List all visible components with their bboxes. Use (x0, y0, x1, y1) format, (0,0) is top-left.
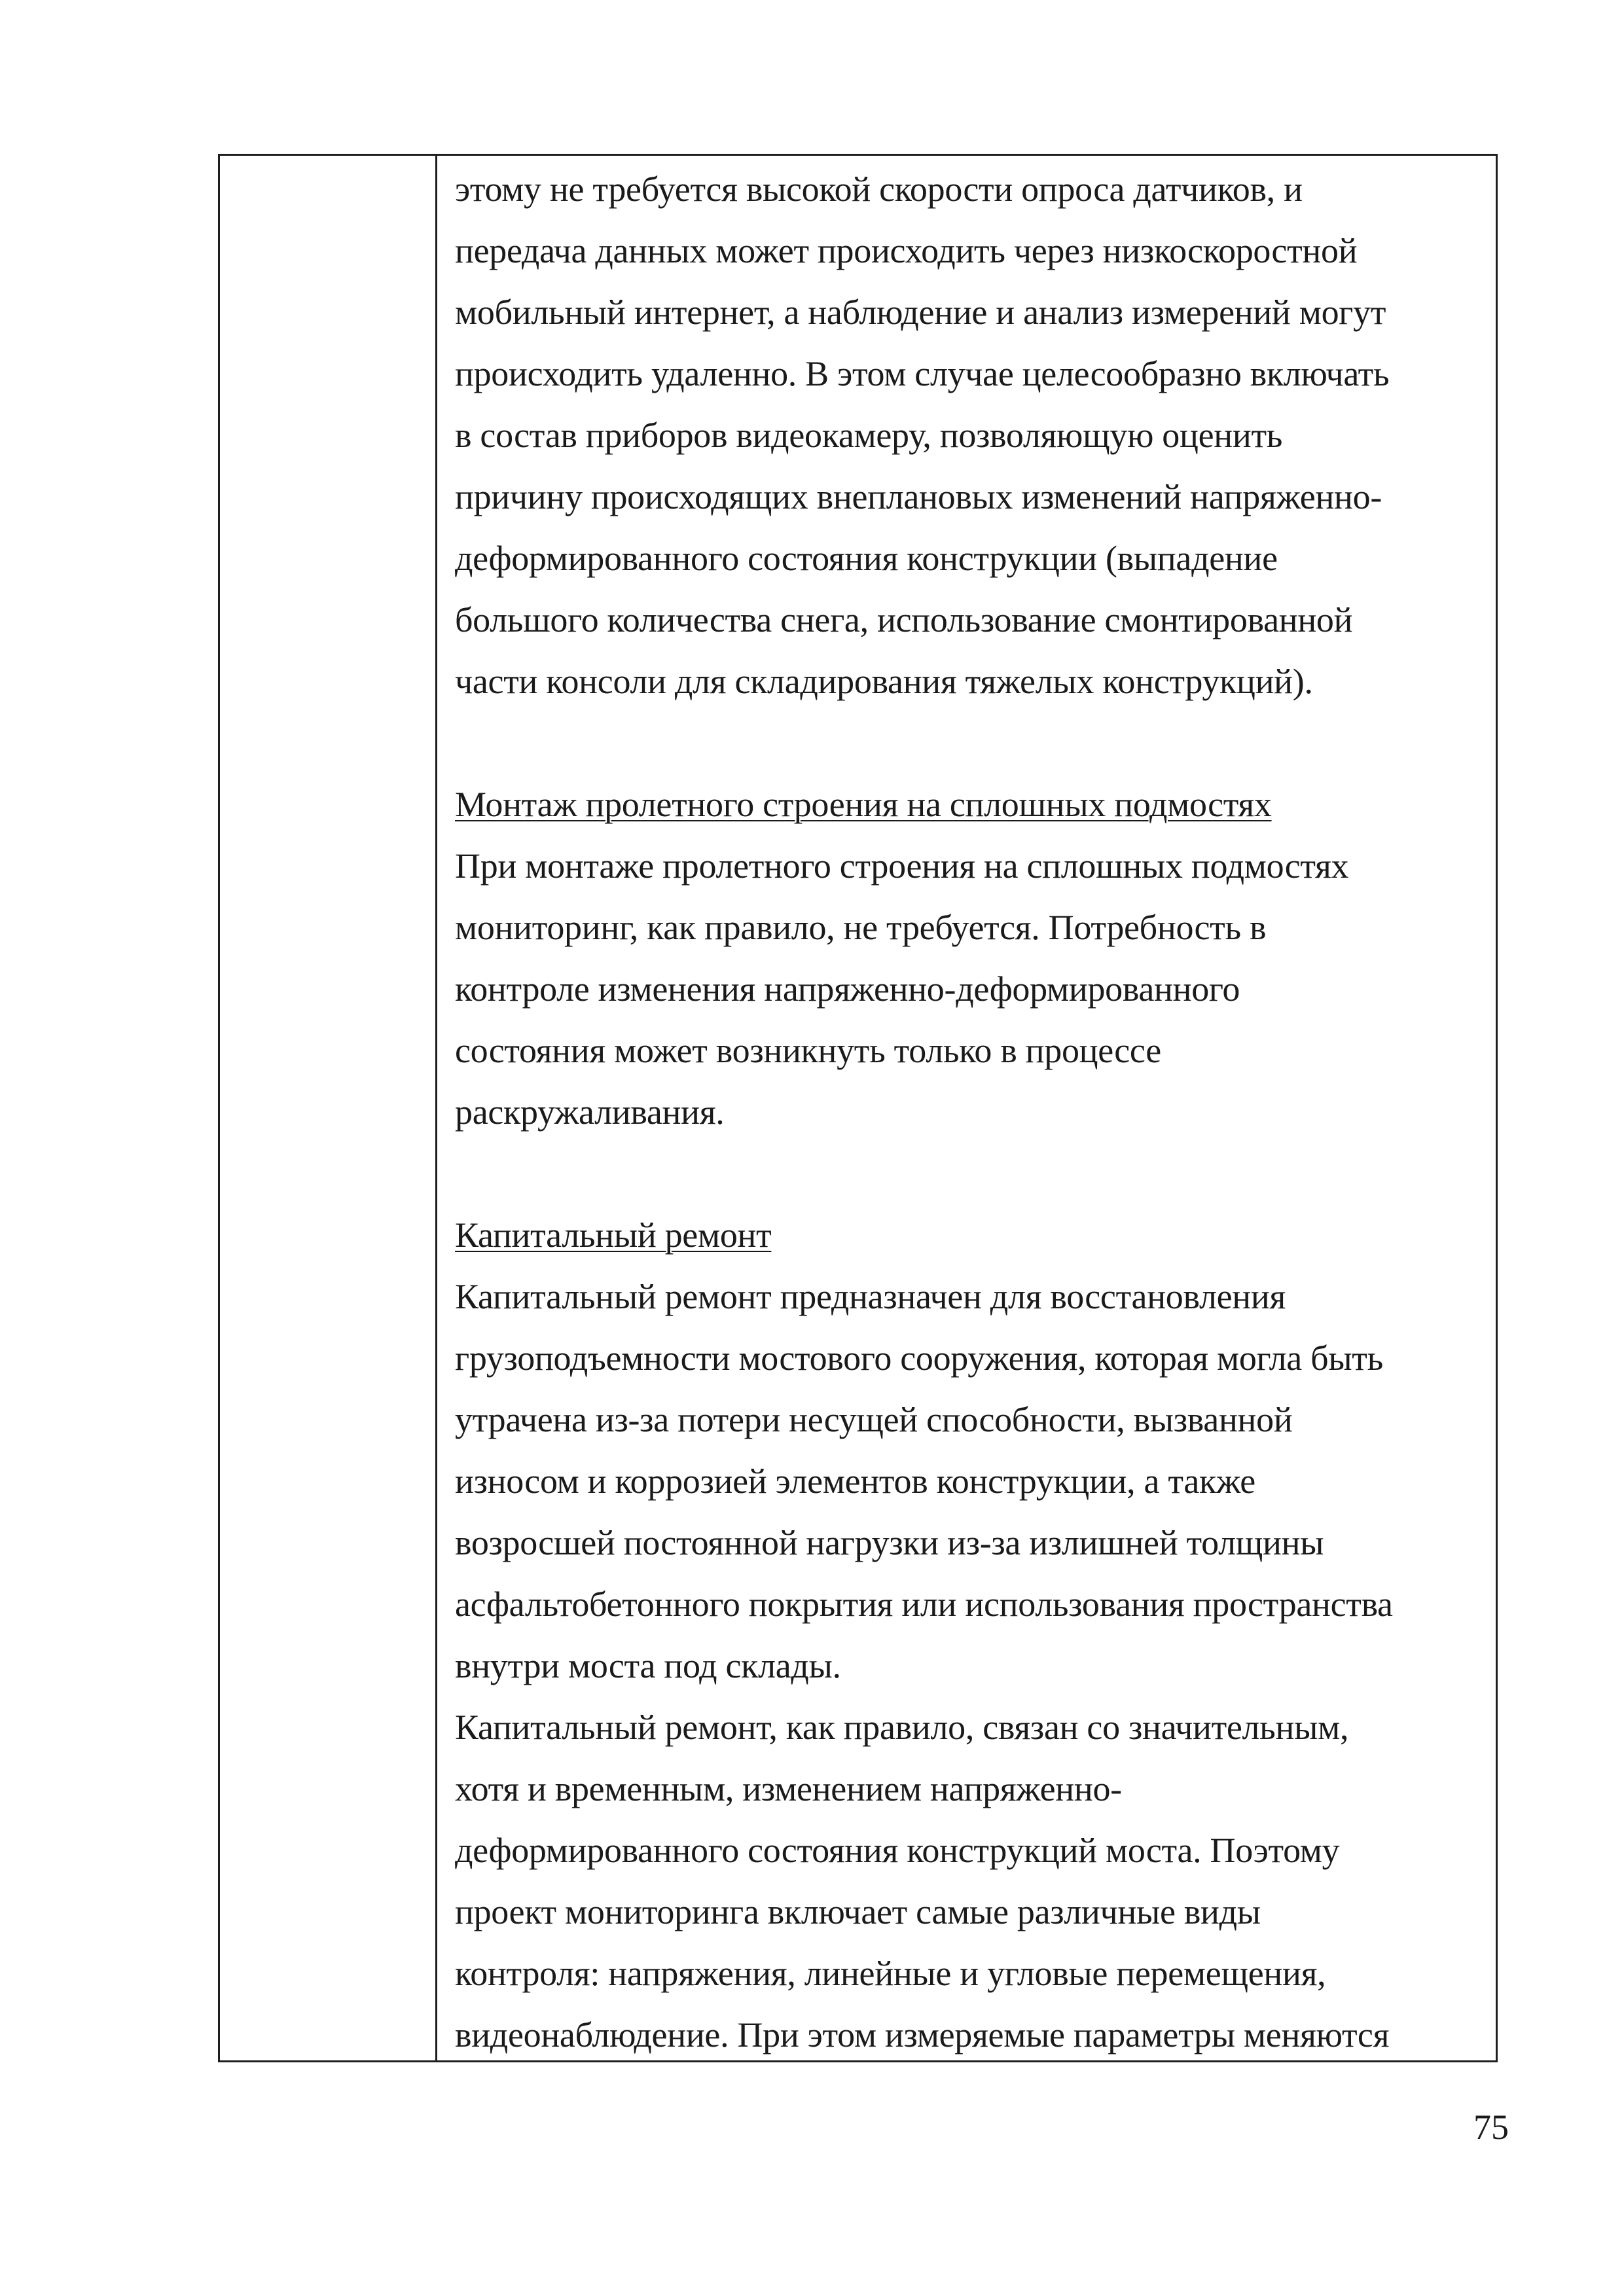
content-table (218, 154, 1498, 2062)
text-line: большого количества снега, использование смонтированной (455, 600, 1353, 639)
text-line: происходить удаленно. В этом случае целесообразно включать (455, 354, 1390, 393)
text-line: внутри моста под склады. (455, 1646, 841, 1685)
text-line: состояния может возникнуть только в процессе (455, 1031, 1161, 1070)
text-line: видеонаблюдение. При этом измеряемые параметры меняются (455, 2015, 1390, 2054)
text-line: Капитальный ремонт предназначен для восстановления (455, 1277, 1286, 1316)
text-line: передача данных может происходить через низкоскоростной (455, 231, 1358, 270)
text-line: проект мониторинга включает самые различные виды (455, 1892, 1261, 1931)
text-line: хотя и временным, изменением напряженно- (455, 1769, 1122, 1808)
text-line: асфальтобетонного покрытия или использования пространства (455, 1585, 1393, 1624)
page-number: 75 (1473, 2108, 1509, 2147)
text-line: контроля: напряжения, линейные и угловые перемещения, (455, 1954, 1326, 1993)
text-line: причину происходящих внеплановых изменений напряженно- (455, 477, 1382, 516)
blank-line (455, 1143, 1484, 1204)
text-line: этому не требуется высокой скорости опроса датчиков, и (455, 170, 1303, 209)
table-left-column (220, 156, 437, 2060)
table-right-column (439, 156, 1496, 2060)
text-line: Капитальный ремонт, как правило, связан со значительным, (455, 1708, 1349, 1747)
text-line: деформированного состояния конструкций моста. Поэтому (455, 1831, 1340, 1870)
blank-line (455, 712, 1484, 774)
text-line: мобильный интернет, а наблюдение и анализ измерений могут (455, 293, 1386, 332)
text-line: раскружаливания. (455, 1092, 725, 1132)
section-heading-span-assembly: Монтаж пролетного строения на сплошных подмостях (455, 785, 1272, 824)
text-line: части консоли для складирования тяжелых конструкций). (455, 662, 1313, 701)
text-line: износом и коррозией элементов конструкции, а также (455, 1462, 1255, 1501)
text-line: возросшей постоянной нагрузки из-за излишней толщины (455, 1523, 1324, 1562)
text-line: в состав приборов видеокамеру, позволяющую оценить (455, 416, 1283, 455)
text-line: утрачена из-за потери несущей способности, вызванной (455, 1400, 1293, 1439)
text-line: грузоподъемности мостового сооружения, которая могла быть (455, 1338, 1383, 1378)
section-heading-capital-repair: Капитальный ремонт (455, 1215, 772, 1255)
text-line: деформированного состояния конструкции (выпадение (455, 539, 1278, 578)
text-line: мониторинг, как правило, не требуется. Потребность в (455, 908, 1267, 947)
text-line: контроле изменения напряженно-деформированного (455, 969, 1240, 1009)
text-line: При монтаже пролетного строения на сплошных подмостях (455, 846, 1349, 886)
